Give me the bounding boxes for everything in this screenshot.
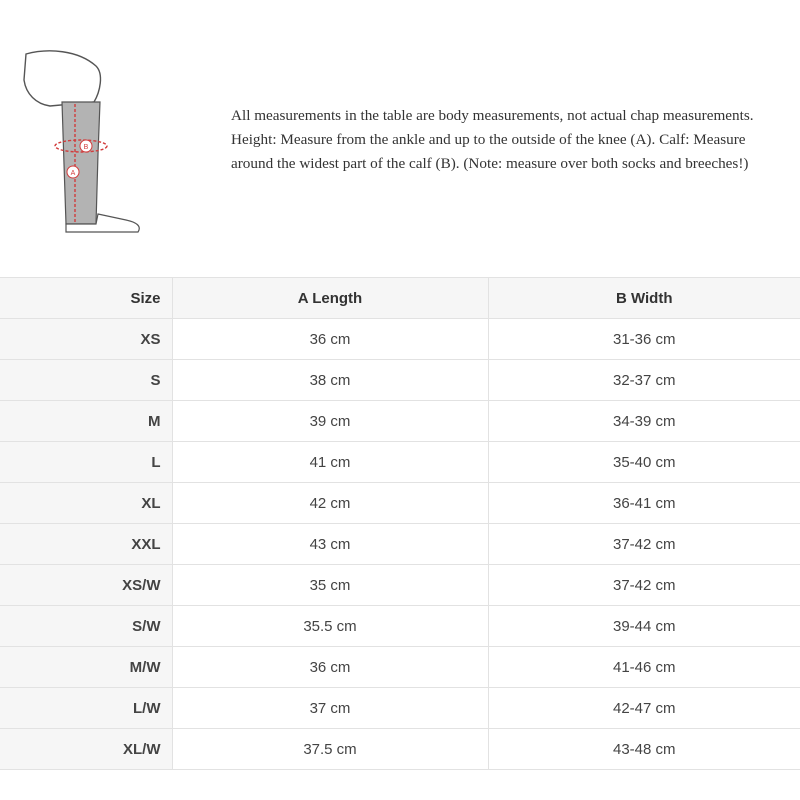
table-row (0, 319, 800, 360)
header-length: A Length (172, 278, 488, 319)
length-cell: 35.5 cm (172, 606, 488, 647)
table-row (0, 606, 800, 647)
table-row (0, 401, 800, 442)
table-row (0, 524, 800, 565)
length-cell: 36 cm (172, 647, 488, 688)
length-cell: 36 cm (172, 319, 488, 360)
size-cell: M/W (0, 647, 172, 688)
size-cell: XL/W (0, 729, 172, 770)
size-cell: M (0, 401, 172, 442)
table-header-row (0, 278, 800, 319)
length-cell: 37 cm (172, 688, 488, 729)
length-cell: 37.5 cm (172, 729, 488, 770)
table-row (0, 360, 800, 401)
width-cell: 31-36 cm (488, 319, 800, 360)
size-cell: S/W (0, 606, 172, 647)
table-row (0, 647, 800, 688)
width-cell: 42-47 cm (488, 688, 800, 729)
measurement-instructions (231, 104, 791, 176)
width-cell: 34-39 cm (488, 401, 800, 442)
thigh-outline (24, 51, 100, 106)
width-cell: 36-41 cm (488, 483, 800, 524)
length-cell: 41 cm (172, 442, 488, 483)
table-row (0, 688, 800, 729)
size-cell: L (0, 442, 172, 483)
chap-shape (62, 102, 100, 224)
leg-measurement-illustration (18, 44, 148, 240)
length-cell: 39 cm (172, 401, 488, 442)
table-row (0, 483, 800, 524)
length-cell: 42 cm (172, 483, 488, 524)
size-cell: S (0, 360, 172, 401)
width-cell: 43-48 cm (488, 729, 800, 770)
header-size: Size (0, 278, 172, 319)
width-cell: 32-37 cm (488, 360, 800, 401)
size-cell: XS/W (0, 565, 172, 606)
label-a-text: A (70, 170, 76, 177)
length-cell: 43 cm (172, 524, 488, 565)
length-cell: 35 cm (172, 565, 488, 606)
width-cell: 37-42 cm (488, 565, 800, 606)
table-row (0, 729, 800, 770)
width-cell: 41-46 cm (488, 647, 800, 688)
label-b-text: B (83, 144, 89, 151)
size-cell: L/W (0, 688, 172, 729)
size-cell: XS (0, 319, 172, 360)
table-row (0, 565, 800, 606)
table-row (0, 442, 800, 483)
size-chart-table (0, 277, 800, 770)
instructions-text: All measurements in the table are body measurements, not actual chap measurements. Height: Measure from the ankle and up to the outside of the knee (A). Calf: Measure around the widest part of the calf (B). (Note: measure over both socks and breeches!) (231, 107, 754, 172)
width-cell: 39-44 cm (488, 606, 800, 647)
width-cell: 37-42 cm (488, 524, 800, 565)
size-cell: XL (0, 483, 172, 524)
length-cell: 38 cm (172, 360, 488, 401)
size-cell: XXL (0, 524, 172, 565)
header-width: B Width (488, 278, 800, 319)
width-cell: 35-40 cm (488, 442, 800, 483)
